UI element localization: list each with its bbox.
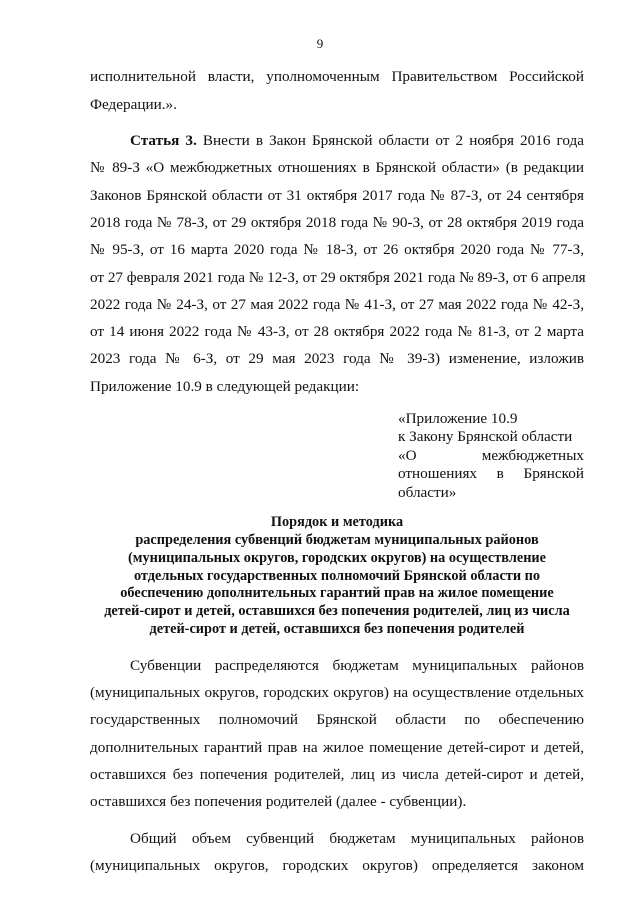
text-line: № 89-З «О межбюджетных отношениях в Брянской области» (в редакции <box>90 159 584 176</box>
annex-line: «О межбюджетных <box>398 447 584 464</box>
title-line: детей-сирот и детей, оставшихся без попечения родителей, лиц из числа <box>104 603 570 619</box>
text-line: 2023 года № 6-З, от 29 мая 2023 года № 39-З) изменение, изложив <box>90 350 584 367</box>
title-line: (муниципальных округов, городских округов) на осуществление <box>127 550 547 566</box>
text-line: 2022 года № 24-З, от 27 мая 2022 года № 41-З, от 27 мая 2022 года № 42-З, <box>90 296 584 313</box>
text-line: 2018 года № 78-З, от 29 октября 2018 года № 90-З, от 28 октября 2019 года <box>90 214 584 231</box>
text-line: от 27 февраля 2021 года № 12-З, от 29 октября 2021 года № 89-З, от 6 апреля <box>90 269 586 286</box>
title-line: распределения субвенций бюджетам муниципальных районов <box>135 532 539 548</box>
annex-line: к Закону Брянской области <box>398 428 573 445</box>
title-line: Порядок и методика <box>270 514 404 530</box>
annex-line: отношениях в Брянской <box>398 465 584 482</box>
text-line: (муниципальных округов, городских округов) на осуществление отдельных <box>90 684 584 701</box>
text-line: Законов Брянской области от 31 октября 2017 года № 87-З, от 24 сентября <box>90 187 584 204</box>
title-line: отдельных государственных полномочий Брянской области по <box>133 568 541 584</box>
text-line: исполнительной власти, уполномоченным Правительством Российской <box>90 68 584 85</box>
text-line: Федерации.». <box>90 96 177 113</box>
text-line: (муниципальных округов, городских округов) определяется законом <box>90 857 584 874</box>
text-line: Субвенции распределяются бюджетам муниципальных районов <box>130 657 584 674</box>
text-line: государственных полномочий Брянской области по обеспечению <box>90 711 584 728</box>
text-line: № 95-З, от 16 марта 2020 года № 18-З, от 26 октября 2020 года № 77-З, <box>90 241 584 258</box>
text-line: Приложение 10.9 в следующей редакции: <box>90 378 360 395</box>
text-line: дополнительных гарантий прав на жилое помещение детей-сирот и детей, <box>90 739 584 756</box>
title-line: детей-сирот и детей, оставшихся без попечения родителей <box>149 621 525 637</box>
text-line: от 14 июня 2022 года № 43-З, от 28 октября 2022 года № 81-З, от 2 марта <box>90 323 584 340</box>
article-label: Статья 3. <box>130 132 197 149</box>
article-first-line-text: Внести в Закон Брянской области от 2 ноября 2016 года <box>202 132 584 149</box>
article-first-line <box>130 131 584 151</box>
annex-line: области» <box>398 484 457 501</box>
text-line: Общий объем субвенций бюджетам муниципальных районов <box>130 830 584 847</box>
text-line: оставшихся без попечения родителей (далее - субвенции). <box>90 793 467 810</box>
annex-line: «Приложение 10.9 <box>398 410 518 427</box>
text-line: оставшихся без попечения родителей, лиц из числа детей-сирот и детей, <box>90 766 584 783</box>
title-line: обеспечению дополнительных гарантий прав на жилое помещение <box>120 585 554 601</box>
page-number: 9 <box>316 36 324 51</box>
